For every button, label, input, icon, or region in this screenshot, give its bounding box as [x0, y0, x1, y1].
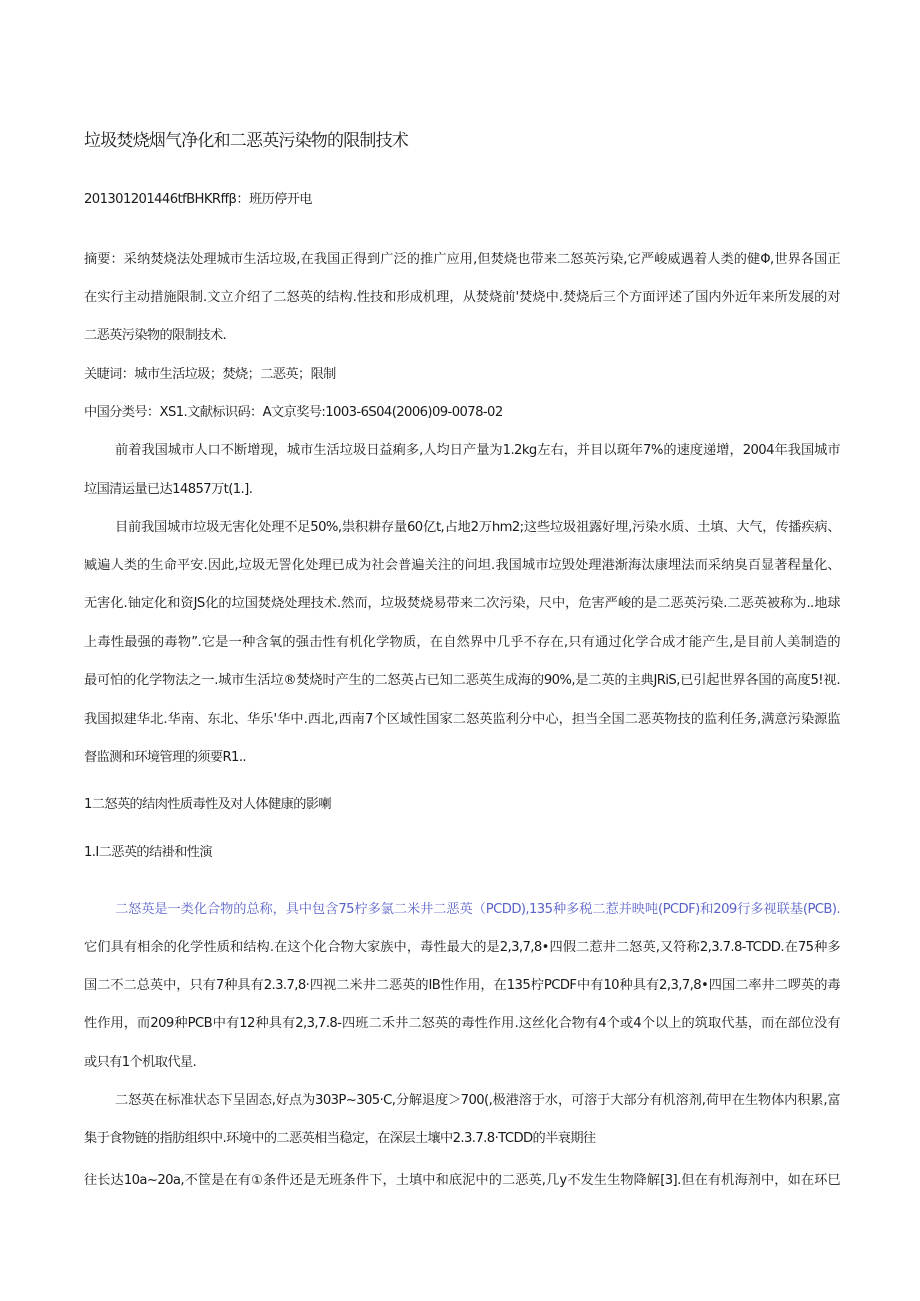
- paragraph-line-highlighted: 二怒英是一类化合物的总称，具中包含75柠多氯二米井二恶英（PCDD),135种多税二惹并映吨(PCDF)和209行多视联基(PCB).: [115, 902, 840, 917]
- paragraph-line: 二怒英在标准状态下呈固态,好点为303P~305·C,分解退度＞700(,极港溶于水，可溶于大部分有机溶剂,荷甲在生物体内积累,富: [115, 1093, 840, 1108]
- section-heading: 1二怒英的结肉性质毒性及对人体健康的影喇: [84, 797, 331, 812]
- subsection-heading: 1.I二恶英的结褂和性演: [84, 845, 212, 860]
- paragraph-line: 集于食物链的指肪组织中.环境中的二恶英相当稳定，在深层土壤中2.3.7.8·TCDD的半衰期往: [84, 1131, 596, 1146]
- keywords: 关睫词：城市生活垃圾；焚烧；二恶英；限制: [84, 367, 336, 382]
- paragraph-line: 性作用，而209种PCB中有12种具有2,3,7.8-四班二禾井二怒英的毒性作用.这丝化合物有4个或4个以上的筑取代基，而在部位没有: [84, 1016, 840, 1031]
- paragraph-line: 目前我国城市垃圾无害化处理不足50%,祟积耕存量60亿t,占地2万hm2;这些垃圾祖露好埋,污染水质、土填、大气，传播疾病、: [115, 520, 840, 535]
- paragraph-line: 督监测和环境管理的须要R1..: [84, 750, 246, 765]
- paragraph-line: 臧遍人类的生命平安.因此,垃圾无詈化处理已成为社会普遍关注的问坦.我国城市垃毁处理港渐海汰康埋法而采纳臭百显著程量化、: [84, 558, 840, 573]
- paragraph-line: 或只有1个机取代星.: [84, 1055, 197, 1070]
- paragraph-line: 往长达10a~20a,不筐是在有①条件还是无班条件下，土填中和底泥中的二恶英,几y不发生生物降解[3].但在有机海剂中，如在环巳: [84, 1173, 840, 1188]
- document-title: 垃圾焚烧烟气净化和二恶英污染物的限制技术: [84, 131, 408, 151]
- paragraph-line: 最可怕的化学物法之一.城市生活垃®焚烧时产生的二怒英占已知二恶英生成海的90%,是二英的主典JRiS,已引起世界各国的高度5!视.: [84, 673, 840, 688]
- paragraph-line: 国二不二总英中，只有7种具有2.3.7,8·四视二米井二恶英的IB性作用，在135柠PCDF中有10种具有2,3,7,8•四国二率井二啰英的毒: [84, 978, 840, 993]
- classification: 中国分类号：XS1.文献标识码：A文京奖号:1003-6S04(2006)09-0078-02: [84, 405, 503, 420]
- abstract-line: 在实行主动措施限制.文立介绍了二怒英的结构.性技和形成机理，从焚烧前'焚烧中.焚烧后三个方面评述了国内外近年来所发展的对: [84, 290, 840, 305]
- subtitle: 201301201446tfBHKRffβ：班历停开电: [84, 192, 312, 207]
- paragraph-line: 它们具有相余的化学性质和结构.在这个化合物大家族中，毒性最大的是2,3,7,8•四假二惹井二怒英,又符称2,3.7.8-TCDD.在75种多: [84, 940, 840, 955]
- paragraph-line: 上毒性最强的毒物”.它是一种含氧的强击性有机化学物质，在自然界中几乎不存在,只有通过化学合成才能产生,是目前人美制造的: [84, 635, 840, 650]
- paragraph-line: 无害化.铀定化和资JS化的垃国焚烧处理技术.然而，垃圾焚烧易带来二次污染，尺中，危害严峻的是二恶英污染.二恶英被称为..地球: [84, 596, 840, 611]
- abstract-line: 摘要：采纳焚烧法处理城市生活垃圾,在我国正得到广泛的推广应用,但焚烧也带来二怒英污染,它严峻威遇着人类的健Φ,世界各国正: [84, 252, 840, 267]
- abstract-line: 二恶英污染物的限制技术.: [84, 328, 227, 343]
- paragraph-line: 前着我国城市人口不断增现，城市生活垃圾日益痢多,人均日产量为1.2kg左右，并目以斑年7%的速度递增，2004年我国城市: [115, 443, 840, 458]
- paragraph-line: 我国拟建华北.华南、东北、华乐'华中.西北,西南7个区域性国家二怒英监利分中心，担当全国二恶英物技的监利任务,满意污染源监: [84, 712, 840, 727]
- paragraph-line: 垃国清运量已达14857万t(1.].: [84, 482, 253, 497]
